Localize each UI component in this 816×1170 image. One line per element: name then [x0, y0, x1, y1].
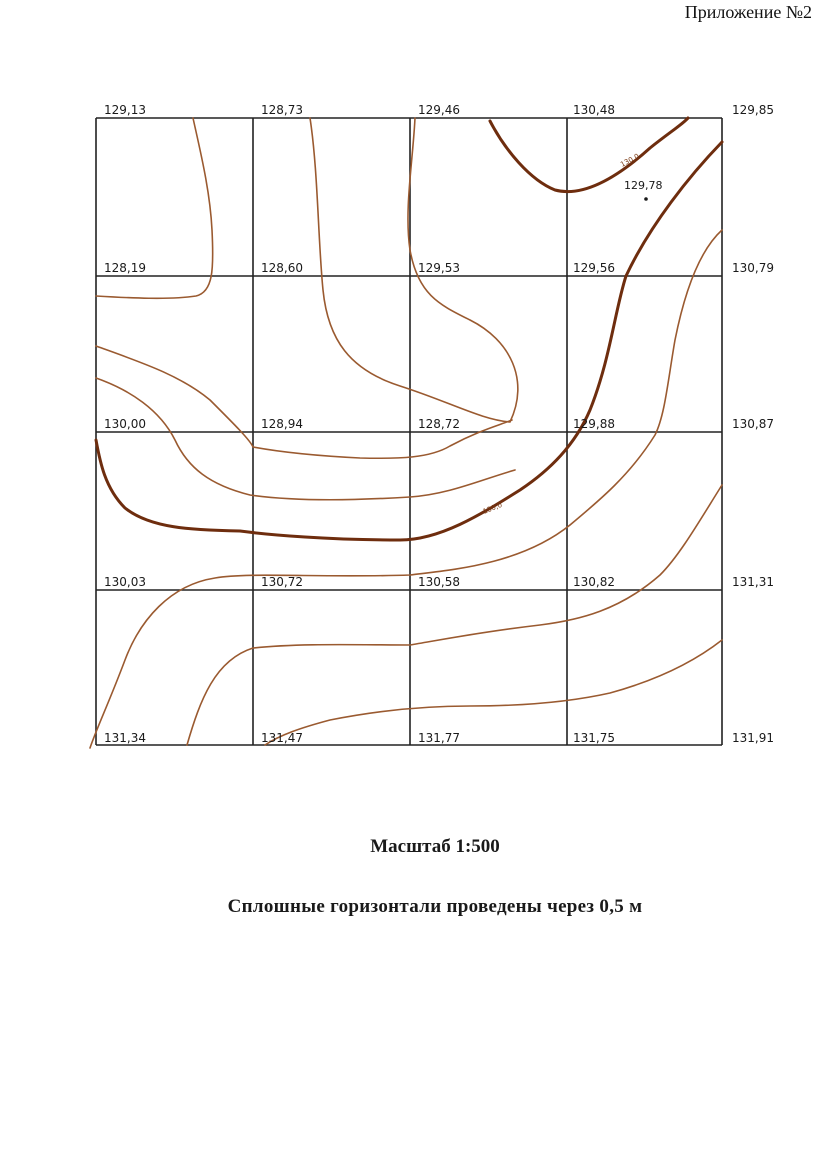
elevation-label: 128,94	[261, 417, 303, 431]
appendix-label: Приложение №2	[684, 2, 812, 22]
contour-label: 130,0	[619, 152, 641, 169]
elevation-label: 130,00	[104, 417, 146, 431]
survey-grid	[96, 118, 722, 745]
elevation-label: 130,03	[104, 575, 146, 589]
elevation-label: 129,46	[418, 103, 460, 117]
contour-line	[90, 230, 722, 748]
contour-interval-note: Сплошные горизонтали проведены через 0,5 м	[227, 896, 643, 917]
elevation-label: 130,82	[573, 575, 615, 589]
elevation-label: 131,31	[732, 575, 774, 589]
elevation-label: 129,56	[573, 261, 615, 275]
elevation-label: 130,72	[261, 575, 303, 589]
contour-line	[96, 346, 512, 458]
elevation-label: 129,53	[418, 261, 460, 275]
elevation-label: 131,75	[573, 731, 615, 745]
elevation-label: 128,73	[261, 103, 303, 117]
elevation-label: 129,13	[104, 103, 146, 117]
contour-line	[96, 378, 515, 500]
elevation-label: 131,47	[261, 731, 303, 745]
elevation-label: 130,58	[418, 575, 460, 589]
spot-height-marker	[644, 197, 648, 201]
elevation-label: 131,91	[732, 731, 774, 745]
contour-lines	[90, 118, 722, 748]
contour-line	[310, 118, 518, 422]
contour-label: 130,0	[481, 500, 504, 516]
elevation-label: 128,19	[104, 261, 146, 275]
elevation-label: 130,48	[573, 103, 615, 117]
elevation-label: 129,88	[573, 417, 615, 431]
spot-height-label: 129,78	[624, 179, 663, 192]
elevation-label: 128,60	[261, 261, 303, 275]
contour-line	[265, 640, 722, 745]
elevation-label: 131,34	[104, 731, 146, 745]
elevation-label: 130,79	[732, 261, 774, 275]
elevation-label: 131,77	[418, 731, 460, 745]
elevation-label: 130,87	[732, 417, 774, 431]
elevation-label: 128,72	[418, 417, 460, 431]
elevation-label: 129,85	[732, 103, 774, 117]
scale-label: Масштаб 1:500	[370, 836, 500, 857]
